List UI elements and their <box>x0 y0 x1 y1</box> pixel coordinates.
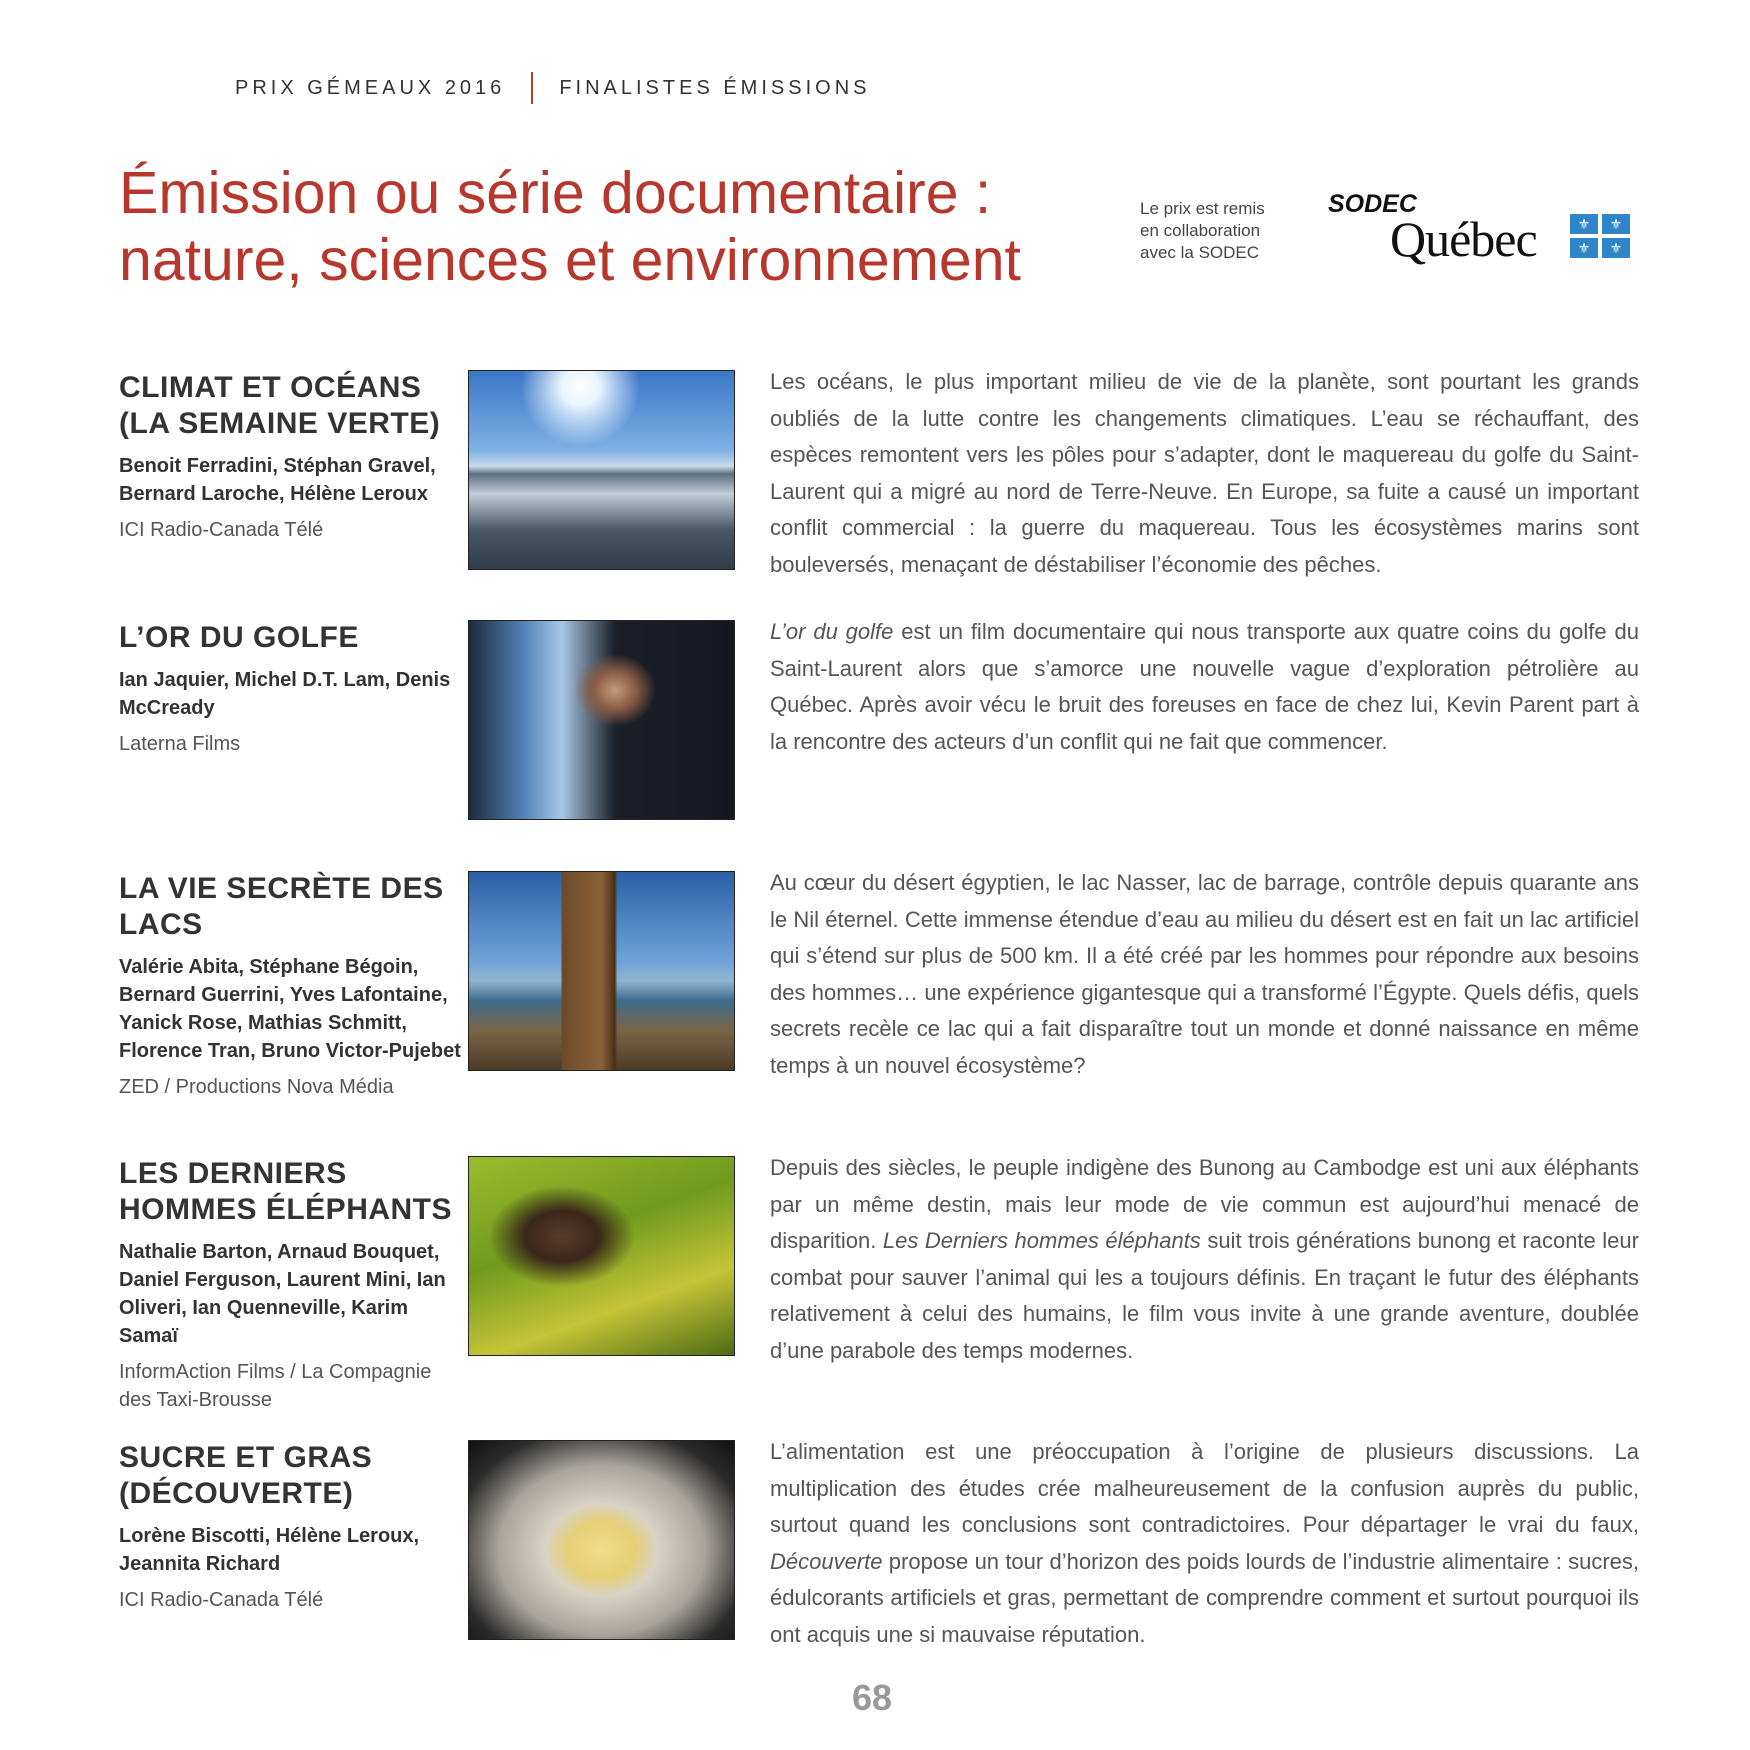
entry-title: LA VIE SECRÈTE DES LACS <box>119 872 444 941</box>
entry-broadcaster: Laterna Films <box>119 733 241 755</box>
entry-info <box>119 871 464 1101</box>
entry-credits: Nathalie Barton, Arnaud Bouquet, Daniel Ferguson, Laurent Mini, Ian Oliveri, Ian Quenneville, Karim Samaï <box>119 1241 446 1347</box>
entry-info <box>119 1156 464 1414</box>
entry-photo <box>468 1156 735 1356</box>
entry-credits: Ian Jaquier, Michel D.T. Lam, Denis McCready <box>119 669 451 719</box>
description-text: suit trois générations bunong et raconte leur combat pour sauver l’animal qui les a toujours définis. En traçant le futur des éléphants relativement à celui des humains, le film vous invite à une grande aventure, doublée d’une parabole des temps modernes. <box>770 1228 1639 1363</box>
finalist-entry <box>119 370 1639 620</box>
entry-photo <box>468 871 735 1071</box>
page-title <box>119 160 1021 294</box>
description-text: Au cœur du désert égyptien, le lac Nasser, lac de barrage, contrôle depuis quarante ans le Nil éternel. Cette immense étendue d’eau au milieu du désert est en fait un lac artificiel qui s’étend sur plus de 500 km. Il a été créé par les hommes pour répondre aux besoins des hommes… une expérience gigantesque qui a transformé l’Égypte. Quels défis, quels secrets recèle ce lac qui a fait disparaître tout un monde et donné naissance en même temps à un nouvel écosystème? <box>770 870 1639 1078</box>
sodec-wordmark: SODEC <box>1328 190 1417 218</box>
entry-title: SUCRE ET GRAS (DÉCOUVERTE) <box>119 1441 373 1510</box>
entry-description <box>770 364 1639 583</box>
entry-description <box>770 1434 1639 1653</box>
header-left: PRIX GÉMEAUX 2016 <box>235 76 506 99</box>
entry-broadcaster: ICI Radio-Canada Télé <box>119 519 324 541</box>
entry-description <box>770 614 1639 760</box>
quebec-wordmark: Québec <box>1390 211 1537 267</box>
finalist-entry <box>119 1156 1639 1440</box>
finalist-entry <box>119 620 1639 871</box>
description-text: L’alimentation est une préoccupation à l’origine de plusieurs discussions. La multiplication des études crée malheureusement de la confusion auprès du public, surtout quand les conclusions sont contradictoires. Pour départager le vrai du faux, <box>770 1439 1639 1537</box>
entry-broadcaster: InformAction Films / La Compagnie des Taxi-Brousse <box>119 1361 432 1411</box>
entry-photo <box>468 1440 735 1640</box>
credit-line: en collaboration <box>1140 221 1261 240</box>
entry-photo <box>468 620 735 820</box>
entry-credits: Benoit Ferradini, Stéphan Gravel, Bernard Laroche, Hélène Leroux <box>119 455 436 505</box>
credit-line: Le prix est remis <box>1140 199 1265 218</box>
entry-info <box>119 620 464 758</box>
entry-photo <box>468 370 735 570</box>
entry-info <box>119 370 464 544</box>
description-text: est un film documentaire qui nous transporte aux quatre coins du golfe du Saint-Laurent alors que s’amorce une nouvelle vague d’exploration pétrolière au Québec. Après avoir vécu le bruit des foreuses en face de chez lui, Kevin Parent part à la rencontre des acteurs d’un conflit qui ne fait que commencer. <box>770 619 1639 754</box>
finalist-entry <box>119 871 1639 1156</box>
header-separator <box>531 72 533 104</box>
finalist-entry <box>119 1440 1639 1677</box>
entry-description <box>770 1150 1639 1369</box>
quebec-flag-icon: ⚜ ⚜ ⚜ ⚜ <box>1570 214 1630 258</box>
credit-line: avec la SODEC <box>1140 243 1260 262</box>
running-header <box>235 72 870 104</box>
entry-broadcaster: ICI Radio-Canada Télé <box>119 1589 324 1611</box>
italic-title: L’or du golfe <box>770 619 894 644</box>
italic-title: Découverte <box>770 1548 883 1574</box>
description-text: Les océans, le plus important milieu de vie de la planète, sont pourtant les grands oubliés de la lutte contre les changements climatiques. L’eau se réchauffant, des espèces remontent vers les pôles pour s’adapter, dont le maquereau du golfe du Saint-Laurent qui a migré au nord de Terre-Neuve. En Europe, sa fuite a causé un important conflit commercial : la guerre du maquereau. Tous les écosystèmes marins sont bouleversés, menaçant de déstabiliser l’économie des pêches. <box>770 369 1639 577</box>
title-line-1: Émission ou série documentaire : <box>119 160 992 226</box>
entry-title: CLIMAT ET OCÉANS (LA SEMAINE VERTE) <box>119 371 441 440</box>
description-text: Depuis des siècles, le peuple indigène des Bunong au Cambodge est uni aux éléphants par un même destin, mais leur mode de vie commun est aujourd’hui menacé de disparition. <box>770 1155 1639 1253</box>
description-text: propose un tour d’horizon des poids lourds de l’industrie alimentaire : sucres, édulcorants artificiels et gras, permettant de comprendre comment et surtout pourquoi ils ont acquis une si mauvaise réputation. <box>770 1548 1639 1647</box>
entry-title: L’OR DU GOLFE <box>119 621 359 654</box>
entry-title: LES DERNIERS HOMMES ÉLÉPHANTS <box>119 1157 453 1226</box>
entry-credits: Lorène Biscotti, Hélène Leroux, Jeannita Richard <box>119 1525 420 1575</box>
title-line-2: nature, sciences et environnement <box>119 227 1021 293</box>
page-number: 68 <box>852 1677 893 1718</box>
entry-description <box>770 865 1639 1084</box>
finalists-list <box>119 370 1639 1719</box>
sodec-quebec-logo <box>1328 190 1648 270</box>
entry-broadcaster: ZED / Productions Nova Média <box>119 1076 394 1098</box>
italic-title: Les Derniers hommes éléphants <box>882 1228 1201 1253</box>
sponsor-credit <box>1140 198 1265 264</box>
entry-credits: Valérie Abita, Stéphane Bégoin, Bernard Guerrini, Yves Lafontaine, Yanick Rose, Mathias Schmitt, Florence Tran, Bruno Victor-Pujebet <box>119 956 461 1062</box>
entry-info <box>119 1440 464 1614</box>
header-right: FINALISTES ÉMISSIONS <box>559 76 871 99</box>
